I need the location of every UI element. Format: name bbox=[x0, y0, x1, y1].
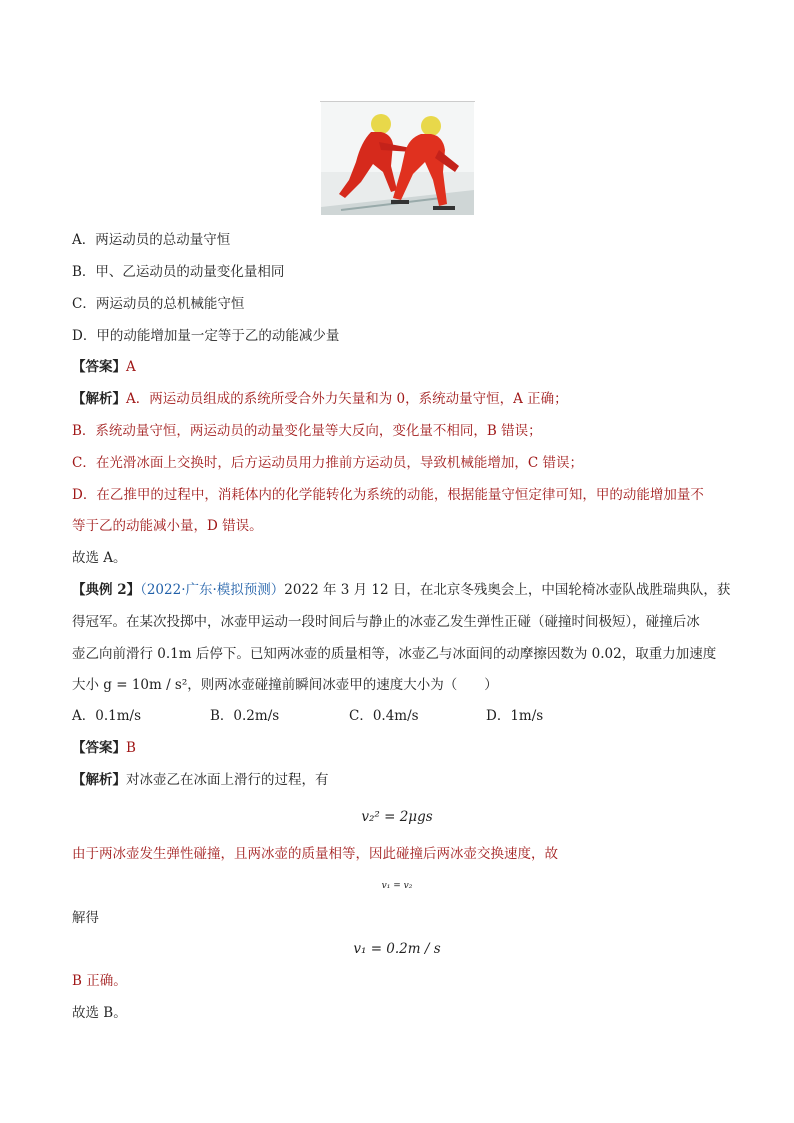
formula-exchange: v₁ = v₂ bbox=[381, 881, 413, 891]
q2-stem-line: 大小 g = 10m / s²，则两冰壶碰撞前瞬间冰壶甲的速度大小为（ ） bbox=[72, 677, 498, 693]
q2-analysis-row bbox=[72, 770, 722, 790]
analysis-tag: 【解析】 bbox=[72, 391, 126, 407]
q2-stem-line: 2022 年 3 月 12 日，在北京冬残奥会上，中国轮椅冰壶队战胜瑞典队，获 bbox=[284, 582, 731, 598]
analysis-line: A．两运动员组成的系统所受合外力矢量和为 0，系统动量守恒，A 正确； bbox=[126, 391, 568, 407]
analysis-line: B．系统动量守恒，两运动员的动量变化量等大反向，变化量不相同，B 错误； bbox=[72, 423, 542, 439]
source-tag: （2022·广东·模拟预测） bbox=[140, 582, 285, 598]
answer-tag: 【答案】 bbox=[72, 740, 126, 756]
analysis-line: 等于乙的动能减小量，D 错误。 bbox=[72, 518, 263, 534]
q2-option-c: C．0.4m/s bbox=[349, 708, 419, 724]
q1-option-b: B．甲、乙运动员的动量变化量相同 bbox=[72, 264, 285, 280]
formula-result: v₁ = 0.2m / s bbox=[353, 941, 441, 957]
q1-analysis-row bbox=[72, 389, 722, 409]
formula-friction: v₂² = 2μgs bbox=[361, 809, 433, 825]
q2-option-b: B．0.2m/s bbox=[210, 708, 280, 724]
analysis-tag: 【解析】 bbox=[72, 772, 126, 788]
answer-value: A bbox=[126, 359, 136, 375]
example-tag: 【典例 2】 bbox=[72, 582, 141, 598]
q1-option-c: C．两运动员的总机械能守恒 bbox=[72, 296, 245, 312]
q1-option-d: D．甲的动能增加量一定等于乙的动能减少量 bbox=[72, 328, 340, 344]
q2-stem-first bbox=[72, 580, 731, 600]
analysis-intro: 对冰壶乙在冰面上滑行的过程，有 bbox=[126, 772, 329, 788]
answer-value: B bbox=[126, 740, 136, 756]
q2-answer-row bbox=[72, 738, 722, 758]
correct-statement: B 正确。 bbox=[72, 973, 127, 989]
q2-conclusion: 故选 B。 bbox=[72, 1005, 127, 1021]
q1-option-a: A．两运动员的总动量守恒 bbox=[72, 232, 231, 248]
analysis-line: D．在乙推甲的过程中，消耗体内的化学能转化为系统的动能，根据能量守恒定律可知，甲的动能增加量不 bbox=[72, 487, 704, 503]
analysis-line: 由于两冰壶发生弹性碰撞，且两冰壶的质量相等，因此碰撞后两冰壶交换速度，故 bbox=[72, 846, 558, 862]
q2-stem-line: 得冠军。在某次投掷中，冰壶甲运动一段时间后与静止的冰壶乙发生弹性正碰（碰撞时间极短），碰撞后冰 bbox=[72, 614, 700, 630]
q1-answer-row bbox=[72, 357, 722, 377]
skaters-photo bbox=[321, 102, 474, 215]
analysis-line: C．在光滑冰面上交换时，后方运动员用力推前方运动员，导致机械能增加，C 错误； bbox=[72, 455, 583, 471]
solve-label: 解得 bbox=[72, 910, 99, 926]
q2-stem-line: 壶乙向前滑行 0.1m 后停下。已知两冰壶的质量相等，冰壶乙与冰面间的动摩擦因数为 0.02，取重力加速度 bbox=[72, 646, 717, 662]
q2-option-d: D．1m/s bbox=[486, 708, 544, 724]
q1-conclusion: 故选 A。 bbox=[72, 550, 127, 566]
answer-tag: 【答案】 bbox=[72, 359, 126, 375]
q2-option-a: A．0.1m/s bbox=[72, 708, 141, 724]
